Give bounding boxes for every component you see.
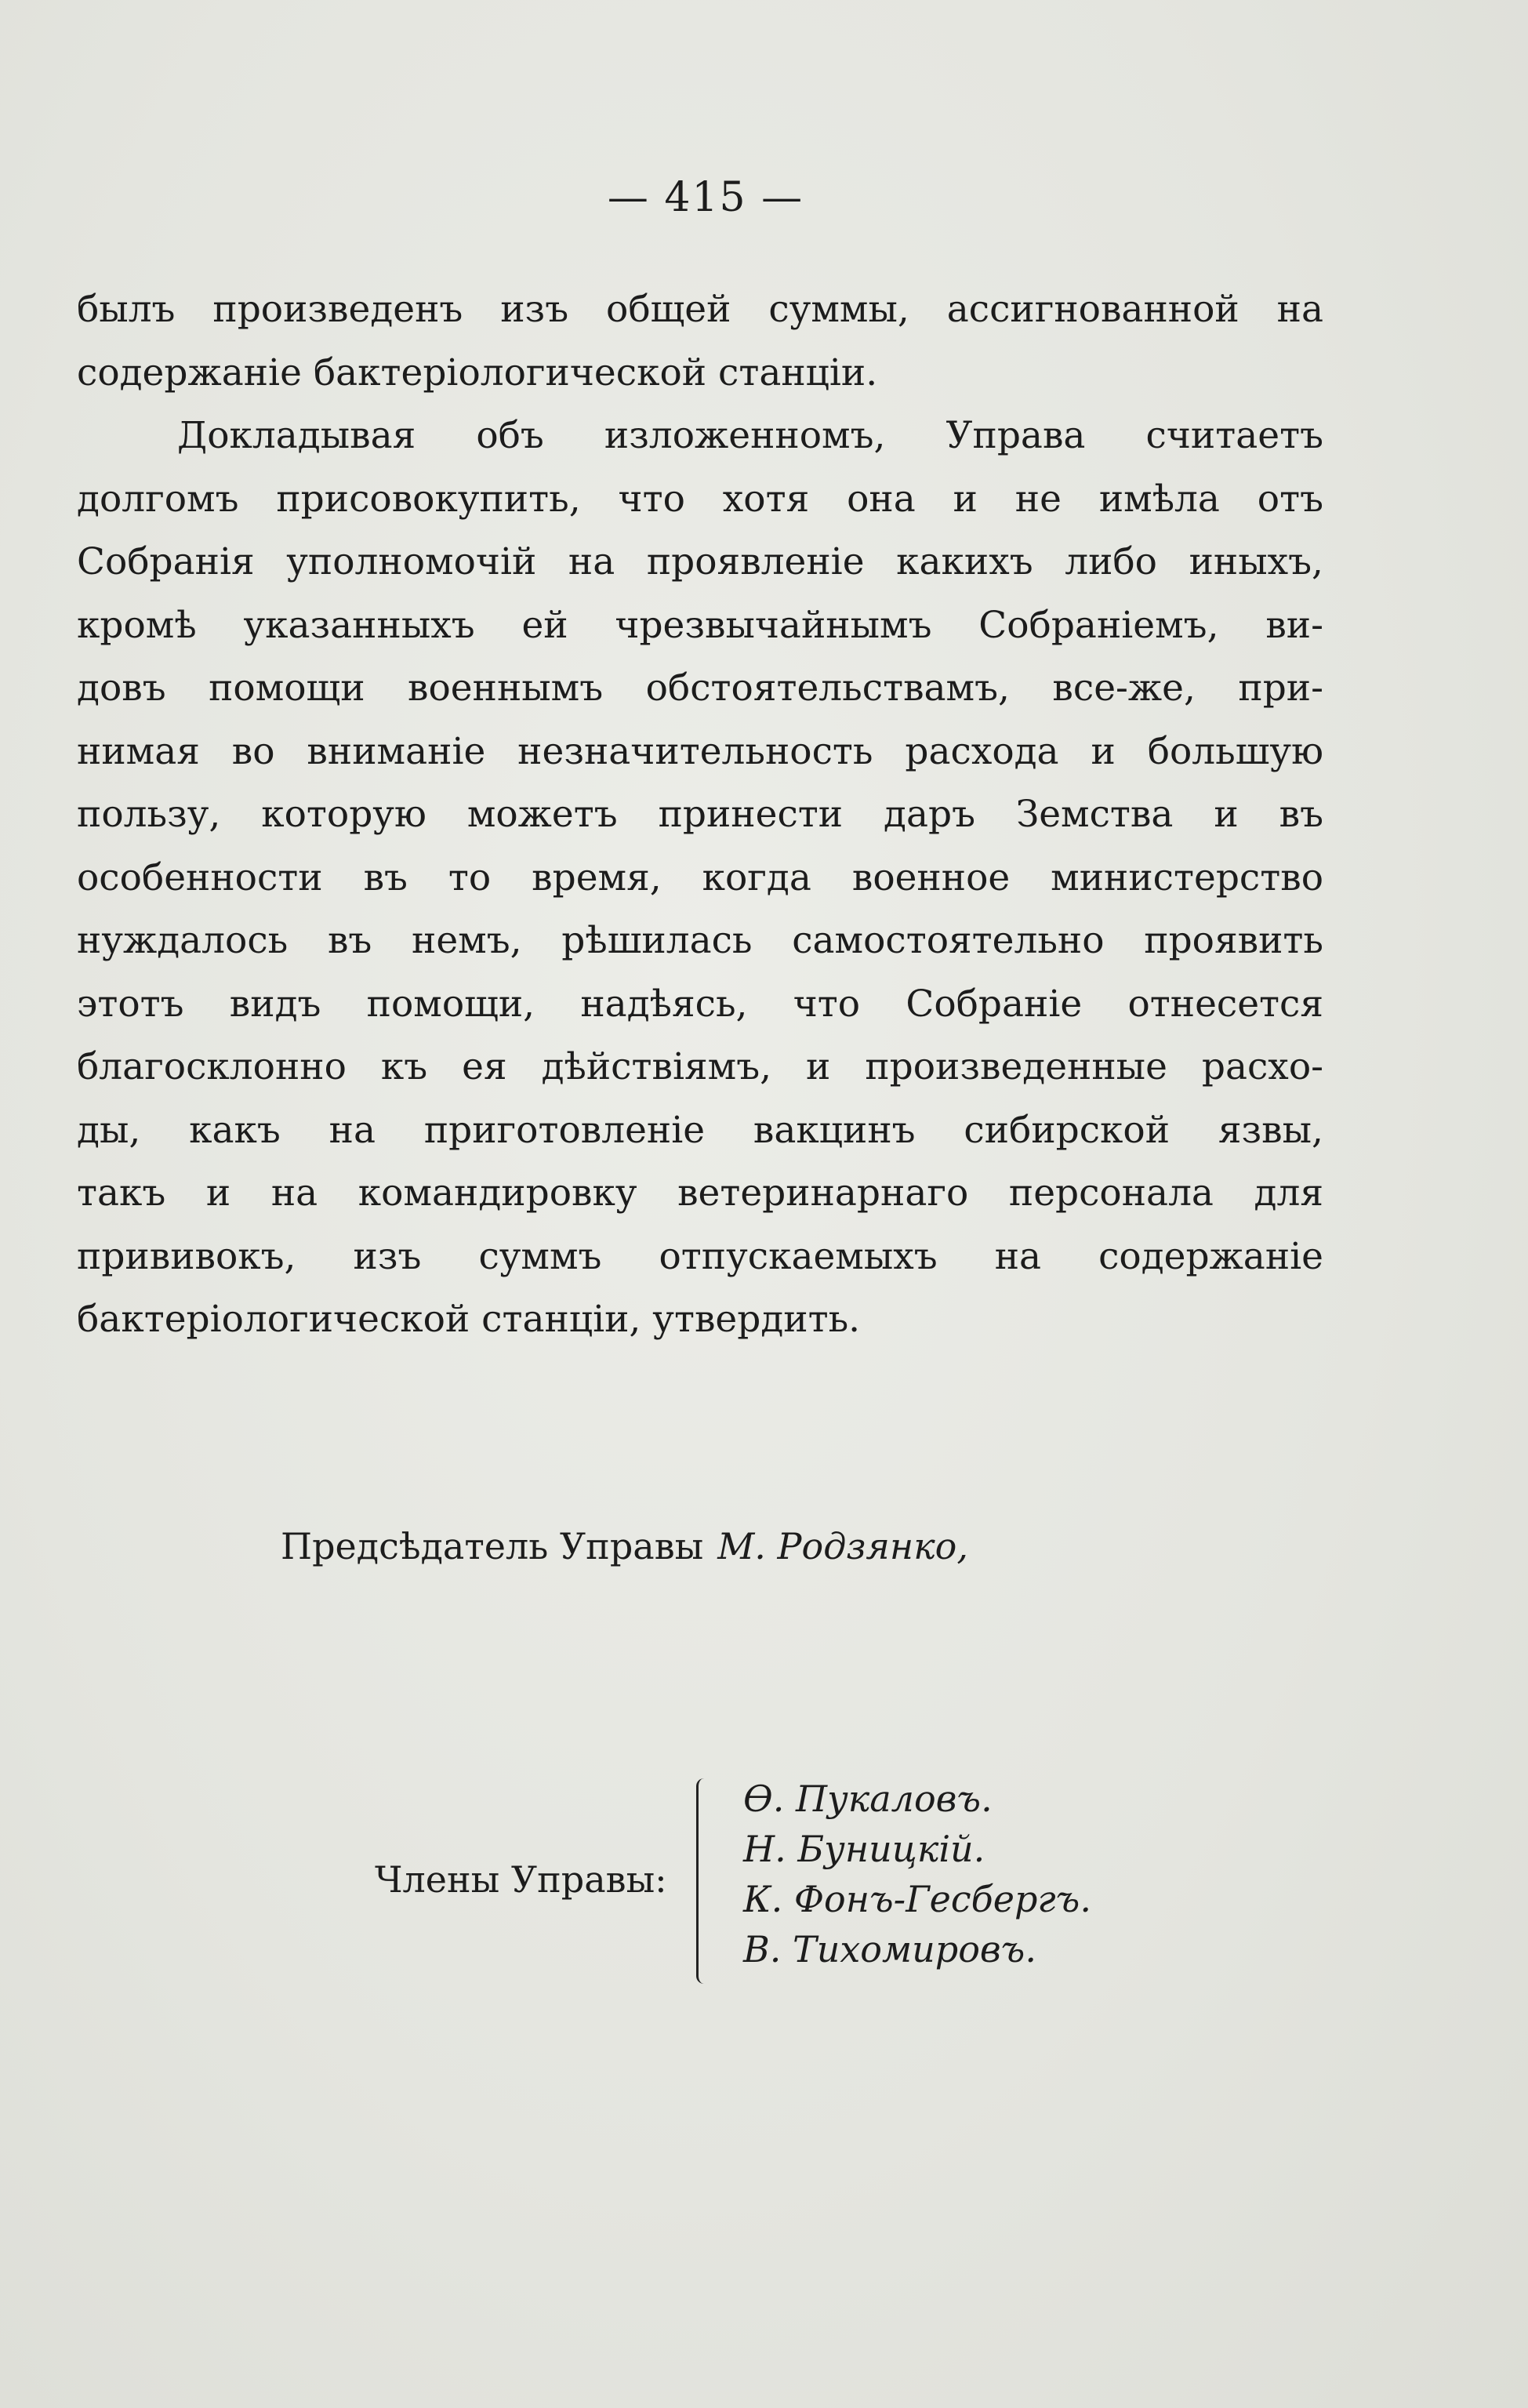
chairman-title: Предсѣдатель Управы	[281, 1525, 704, 1567]
text-line: былъ произведенъ изъ общей суммы, ассигнованной на	[77, 288, 1323, 331]
text-line: нуждалось въ немъ, рѣшилась самостоятельно проявить	[77, 919, 1323, 962]
text-line: Докладывая объ изложенномъ, Управа считаетъ	[177, 414, 1323, 457]
members-label: Члены Управы:	[375, 1858, 667, 1901]
text-line: прививокъ, изъ суммъ отпускаемыхъ на содержанiе	[77, 1234, 1323, 1278]
member-name: В. Тихомировъ.	[743, 1928, 1036, 1970]
text-line: кромѣ указанныхъ ей чрезвычайнымъ Собранiемъ, ви-	[77, 603, 1323, 647]
text-line: пользу, которую можетъ принести даръ Земства и въ	[77, 793, 1323, 836]
text-line: благосклонно къ ея дѣйствiямъ, и произведенные расхо-	[77, 1045, 1323, 1088]
brace-bracket	[696, 1778, 711, 1984]
text-line: ды, какъ на приготовленiе вакцинъ сибирской язвы,	[77, 1108, 1323, 1152]
members-list	[743, 1774, 1091, 1974]
text-line: такъ и на командировку ветеринарнаго персонала для	[77, 1171, 1323, 1215]
member-name: Ѳ. Пукаловъ.	[743, 1778, 993, 1820]
page-number: — 415 —	[607, 174, 804, 221]
member-name: К. Фонъ-Гесбергъ.	[743, 1878, 1091, 1920]
text-line: долгомъ присовокупить, что хотя она и не имѣла отъ	[77, 477, 1323, 521]
member-name: Н. Буницкiй.	[743, 1828, 985, 1870]
text-line: бактерiологической станцiи, утвердить.	[77, 1298, 861, 1341]
body-paragraphs	[77, 278, 1323, 1352]
text-line: довъ помощи военнымъ обстоятельствамъ, все-же, при-	[77, 666, 1323, 710]
text-line: нимая во вниманiе незначительность расхода и большую	[77, 729, 1323, 773]
chairman-name: М. Родзянко,	[717, 1525, 968, 1567]
text-line: содержанiе бактерiологической станцiи.	[77, 350, 878, 394]
chairman-signature	[281, 1525, 968, 1567]
text-line: этотъ видъ помощи, надѣясь, что Собранiе отнесется	[77, 982, 1323, 1026]
text-line: Собранiя уполномочiй на проявленiе какихъ либо иныхъ,	[77, 540, 1323, 583]
text-line: особенности въ то время, когда военное министерство	[77, 855, 1323, 899]
